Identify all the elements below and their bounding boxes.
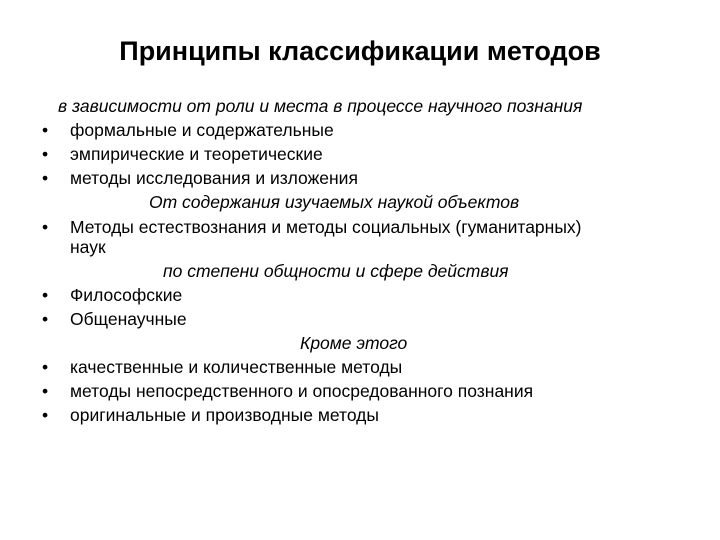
bullet-icon: • — [42, 168, 49, 188]
list-item: эмпирические и теоретические — [70, 144, 323, 164]
section-heading-scope: по степени общности и сфере действия — [163, 261, 509, 281]
bullet-icon: • — [42, 309, 49, 329]
list-item: Философские — [70, 285, 183, 305]
bullet-icon: • — [42, 405, 49, 425]
list-item: методы исследования и изложения — [70, 168, 358, 188]
list-item: формальные и содержательные — [70, 120, 334, 140]
list-item: методы непосредственного и опосредованного познания — [70, 381, 534, 401]
list-item: качественные и количественные методы — [70, 357, 403, 377]
list-item: Общенаучные — [70, 309, 187, 329]
bullet-icon: • — [42, 357, 49, 377]
list-item: Методы естествознания и методы социальных (гуманитарных) — [70, 217, 582, 237]
slide-title: Принципы классификации методов — [119, 36, 601, 66]
bullet-icon: • — [42, 285, 49, 305]
bullet-icon: • — [42, 381, 49, 401]
bullet-icon: • — [42, 217, 49, 237]
list-item: оригинальные и производные методы — [70, 405, 379, 425]
bullet-icon: • — [42, 120, 49, 140]
bullet-icon: • — [42, 144, 49, 164]
section-heading-besides: Кроме этого — [300, 333, 408, 353]
list-item-continuation: наук — [70, 237, 106, 257]
section-heading-role: в зависимости от роли и места в процессе научного познания — [58, 96, 583, 116]
section-heading-content: От содержания изучаемых наукой объектов — [149, 192, 520, 212]
